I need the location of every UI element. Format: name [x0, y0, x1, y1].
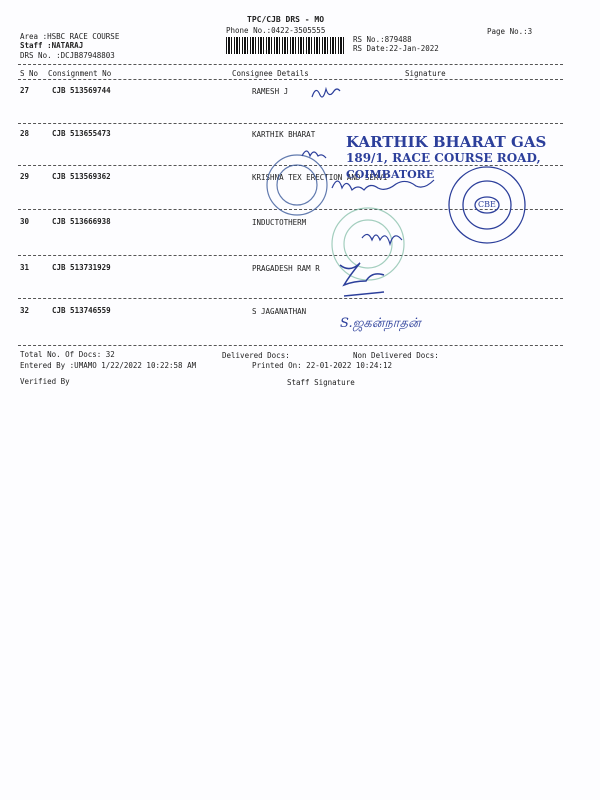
- stamp-address-line-1: 189/1, RACE COURSE ROAD,: [346, 151, 541, 165]
- document-title: TPC/CJB DRS - MO: [247, 15, 325, 24]
- delivered-docs: Delivered Docs:: [222, 351, 290, 360]
- row-sno: 28: [20, 129, 30, 138]
- column-header-sno: S No: [20, 69, 39, 78]
- row-consignment: CJB 513655473: [52, 129, 111, 138]
- drs-number: DRS No. :DCJB87948803: [20, 51, 115, 60]
- staff-label: Staff :NATARAJ: [20, 41, 84, 50]
- row-sno: 30: [20, 217, 30, 226]
- phone-number: Phone No.:0422-3505555: [226, 26, 326, 35]
- row-consignee: S JAGANATHAN: [252, 307, 307, 316]
- rs-number: RS No.:879488: [353, 35, 412, 44]
- round-seal-left: [267, 155, 327, 215]
- printed-on: Printed On: 22-01-2022 10:24:12: [252, 361, 392, 370]
- row-consignee: PRAGADESH RAM R: [252, 264, 320, 273]
- row-sno: 31: [20, 263, 30, 272]
- row-sno: 32: [20, 306, 30, 315]
- row-consignee: INDUCTOTHERM: [252, 218, 307, 227]
- area-label: Area :HSBC RACE COURSE: [20, 32, 120, 41]
- stamp-address-line-2: COIMBATORE: [346, 168, 435, 181]
- row-consignment: CJB 513666938: [52, 217, 111, 226]
- row-consignment: CJB 513731929: [52, 263, 111, 272]
- stamp-company-name: KARTHIK BHARAT GAS: [346, 133, 547, 151]
- signature-28: [302, 151, 326, 158]
- row-consignment: CJB 513569362: [52, 172, 111, 181]
- row-sno: 27: [20, 86, 30, 95]
- signature-32-handwriting: S.ஜகன்நாதன்: [340, 316, 421, 331]
- row-consignee: KRISHNA TEX ERECTION AND SERVI: [252, 173, 388, 182]
- entered-by: Entered By :UMAMO 1/22/2022 10:22:58 AM: [20, 361, 197, 370]
- seal-cbe: CBE: [478, 200, 496, 209]
- row-consignee: KARTHIK BHARAT: [252, 130, 316, 139]
- column-header-signature: Signature: [405, 69, 446, 78]
- row-consignee: RAMESH J: [252, 87, 289, 96]
- total-docs: Total No. Of Docs: 32: [20, 350, 115, 359]
- staff-signature-label: Staff Signature: [287, 378, 355, 387]
- signature-27: [312, 89, 340, 97]
- column-header-consignee: Consignee Details: [232, 69, 309, 78]
- row-sno: 29: [20, 172, 30, 181]
- green-seal: [332, 208, 404, 280]
- page-number: Page No.:3: [487, 27, 533, 36]
- non-delivered-docs: Non Delivered Docs:: [353, 351, 439, 360]
- row-consignment: CJB 513746559: [52, 306, 111, 315]
- rs-date: RS Date:22-Jan-2022: [353, 44, 439, 53]
- verified-by: Verified By: [20, 377, 70, 386]
- column-header-consignment: Consignment No: [48, 69, 112, 78]
- row-consignment: CJB 513569744: [52, 86, 111, 95]
- signature-30: [362, 234, 402, 244]
- signature-29: [332, 180, 434, 190]
